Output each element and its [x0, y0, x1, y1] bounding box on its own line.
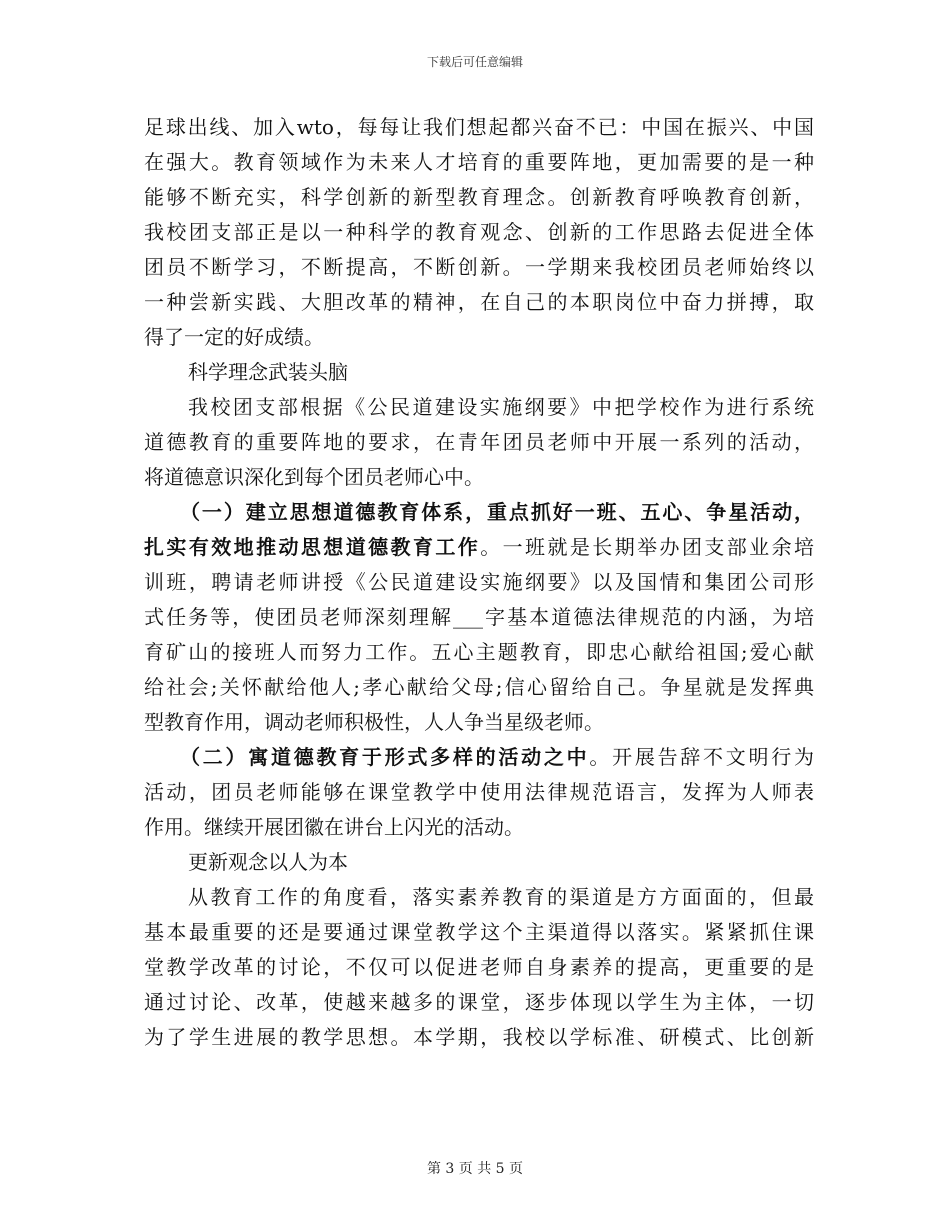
text-line: 从教育工作的角度看，落实素养教育的渠道是方方面面的，但最: [188, 885, 814, 909]
text-line: 我校团支部正是以一种科学的教育观念、创新的工作思路去促进全体: [144, 220, 814, 244]
page-footer: 第 3 页 共 5 页: [426, 1161, 524, 1177]
text-line: 活动，团员老师能够在课堂教学中使用法律规范语言，发挥为人师表: [144, 780, 814, 804]
text-line: 得了一定的好成绩。: [144, 325, 324, 349]
paragraph: [144, 110, 814, 355]
text-line: 通过讨论、改革，使越来越多的课堂，逐步体现以学生为主体，一切: [144, 990, 814, 1014]
section-heading: 科学理念武装头脑: [188, 360, 348, 384]
paragraph: [144, 495, 814, 740]
body-text: 。开展告辞不文明行为: [589, 745, 815, 769]
text-line: [144, 740, 814, 775]
paragraph: [144, 740, 814, 845]
text-line: [144, 530, 814, 565]
body-text: 。一班就是长期举办团支部业余培: [480, 535, 815, 559]
text-line: 足球出线、加入wto，每每让我们想起都兴奋不已：中国在振兴、中国: [144, 115, 814, 139]
text-line: 训班，聘请老师讲授《公民道建设实施纲要》以及国情和集团公司形: [144, 570, 814, 594]
text-line: 基本最重要的还是要通过课堂教学这个主渠道得以落实。紧紧抓住课: [144, 920, 814, 944]
text-line: 能够不断充实，科学创新的新型教育理念。创新教育呼唤教育创新，: [144, 185, 814, 209]
section-heading: 更新观念以人为本: [188, 850, 348, 874]
text-line: 式任务等，使团员老师深刻理解___字基本道德法律规范的内涵，为培: [144, 605, 814, 629]
text-line: 作用。继续开展团徽在讲台上闪光的活动。: [144, 815, 524, 839]
text-line: 堂教学改革的讨论，不仅可以促进老师自身素养的提高，更重要的是: [144, 955, 814, 979]
text-line: 一种尝新实践、大胆改革的精神，在自己的本职岗位中奋力拼搏，取: [144, 290, 814, 314]
bold-heading-text: 扎实有效地推动思想道德教育工作: [144, 535, 481, 559]
text-line: 育矿山的接班人而努力工作。五心主题教育，即忠心献给祖国;爱心献: [144, 640, 814, 664]
bold-heading-text: （二）寓道德教育于形式多样的活动之中: [180, 745, 590, 769]
text-line: 给社会;关怀献给他人;孝心献给父母;信心留给自己。争星就是发挥典: [144, 675, 814, 699]
text-line: 在强大。教育领域作为未来人才培育的重要阵地，更加需要的是一种: [144, 150, 814, 174]
document-body: [144, 110, 814, 1055]
text-line: 我校团支部根据《公民道建设实施纲要》中把学校作为进行系统: [188, 395, 814, 419]
text-line: 为了学生进展的教学思想。本学期，我校以学标准、研模式、比创新: [144, 1025, 814, 1049]
text-line: 型教育作用，调动老师积极性，人人争当星级老师。: [144, 710, 604, 734]
text-line: 道德教育的重要阵地的要求，在青年团员老师中开展一系列的活动，: [144, 430, 814, 454]
text-line: 团员不断学习，不断提高，不断创新。一学期来我校团员老师始终以: [144, 255, 814, 279]
page-header: 下载后可任意编辑: [426, 55, 523, 69]
bold-heading-text: （一）建立思想道德教育体系，重点抓好一班、五心、争星活动，: [180, 500, 814, 524]
text-line: 将道德意识深化到每个团员老师心中。: [144, 465, 484, 489]
paragraph: [144, 880, 814, 1055]
paragraph: [144, 390, 814, 495]
text-line: [144, 495, 814, 530]
